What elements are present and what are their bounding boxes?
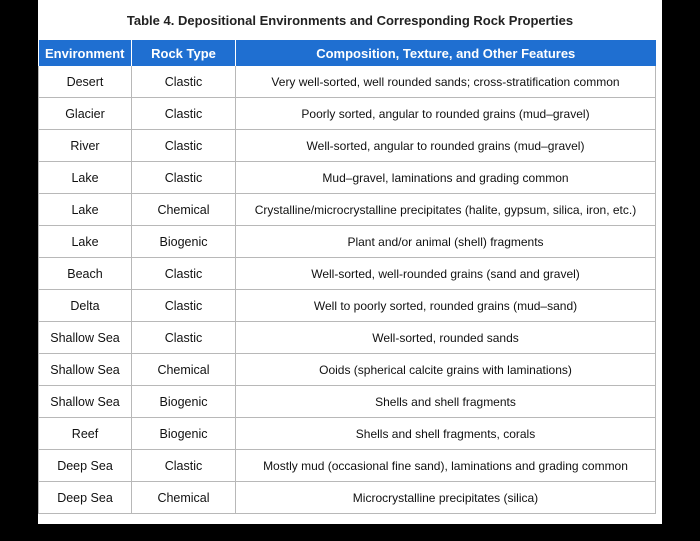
- cell-environment: Delta: [39, 290, 132, 322]
- table-row: [39, 482, 656, 514]
- cell-environment: Lake: [39, 226, 132, 258]
- cell-features: Crystalline/microcrystalline precipitates (halite, gypsum, silica, iron, etc.): [236, 194, 656, 226]
- cell-environment: Shallow Sea: [39, 386, 132, 418]
- header-rock-type: Rock Type: [132, 40, 236, 66]
- table-body: [39, 66, 656, 514]
- cell-rock-type: Clastic: [132, 450, 236, 482]
- cell-environment: Glacier: [39, 98, 132, 130]
- cell-environment: Shallow Sea: [39, 354, 132, 386]
- cell-features: Shells and shell fragments, corals: [236, 418, 656, 450]
- cell-rock-type: Clastic: [132, 66, 236, 98]
- cell-rock-type: Biogenic: [132, 418, 236, 450]
- table-title: Table 4. Depositional Environments and Corresponding Rock Properties: [126, 13, 574, 28]
- table-row: [39, 98, 656, 130]
- cell-features: Plant and/or animal (shell) fragments: [236, 226, 656, 258]
- header-row: [39, 40, 656, 66]
- cell-features: Poorly sorted, angular to rounded grains (mud–gravel): [236, 98, 656, 130]
- cell-environment: River: [39, 130, 132, 162]
- table-row: [39, 322, 656, 354]
- cell-rock-type: Biogenic: [132, 226, 236, 258]
- cell-features: Shells and shell fragments: [236, 386, 656, 418]
- table-row: [39, 194, 656, 226]
- cell-rock-type: Clastic: [132, 290, 236, 322]
- table-header: [39, 40, 656, 66]
- cell-rock-type: Clastic: [132, 130, 236, 162]
- cell-rock-type: Clastic: [132, 258, 236, 290]
- document-page: [38, 0, 662, 524]
- cell-environment: Desert: [39, 66, 132, 98]
- cell-rock-type: Chemical: [132, 194, 236, 226]
- table-row: [39, 386, 656, 418]
- table-row: [39, 354, 656, 386]
- cell-rock-type: Chemical: [132, 482, 236, 514]
- cell-features: Well-sorted, rounded sands: [236, 322, 656, 354]
- cell-environment: Deep Sea: [39, 482, 132, 514]
- cell-environment: Deep Sea: [39, 450, 132, 482]
- cell-environment: Beach: [39, 258, 132, 290]
- cell-features: Mostly mud (occasional fine sand), laminations and grading common: [236, 450, 656, 482]
- cell-rock-type: Biogenic: [132, 386, 236, 418]
- header-features: Composition, Texture, and Other Features: [236, 40, 656, 66]
- cell-features: Very well-sorted, well rounded sands; cross-stratification common: [236, 66, 656, 98]
- table-row: [39, 258, 656, 290]
- header-environment: Environment: [39, 40, 132, 66]
- rock-properties-table: [38, 40, 656, 514]
- cell-environment: Lake: [39, 194, 132, 226]
- cell-environment: Shallow Sea: [39, 322, 132, 354]
- cell-environment: Reef: [39, 418, 132, 450]
- cell-environment: Lake: [39, 162, 132, 194]
- table-row: [39, 290, 656, 322]
- table-row: [39, 130, 656, 162]
- cell-rock-type: Clastic: [132, 162, 236, 194]
- cell-features: Mud–gravel, laminations and grading common: [236, 162, 656, 194]
- cell-features: Ooids (spherical calcite grains with laminations): [236, 354, 656, 386]
- table-row: [39, 418, 656, 450]
- table-row: [39, 226, 656, 258]
- table-row: [39, 66, 656, 98]
- cell-rock-type: Chemical: [132, 354, 236, 386]
- table-row: [39, 450, 656, 482]
- table-row: [39, 162, 656, 194]
- cell-features: Well-sorted, well-rounded grains (sand and gravel): [236, 258, 656, 290]
- cell-rock-type: Clastic: [132, 98, 236, 130]
- cell-features: Well to poorly sorted, rounded grains (mud–sand): [236, 290, 656, 322]
- cell-rock-type: Clastic: [132, 322, 236, 354]
- cell-features: Well-sorted, angular to rounded grains (mud–gravel): [236, 130, 656, 162]
- cell-features: Microcrystalline precipitates (silica): [236, 482, 656, 514]
